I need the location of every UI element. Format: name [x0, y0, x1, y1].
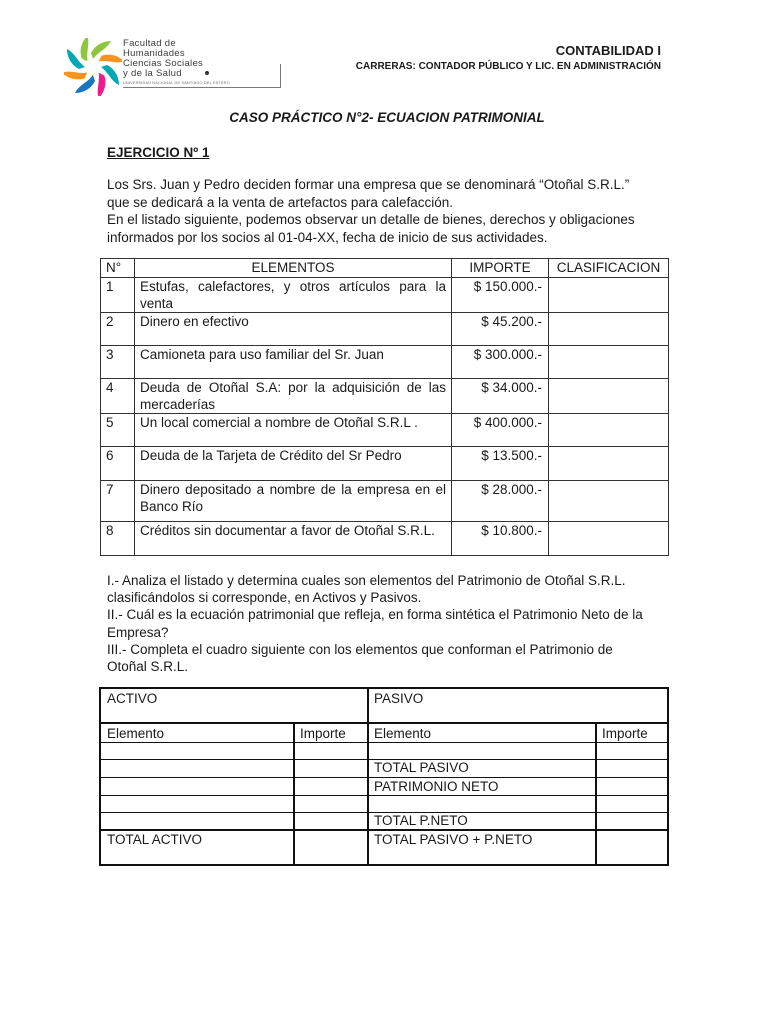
pasivo-heading: PASIVO: [374, 691, 424, 706]
intro-line: Los Srs. Juan y Pedro deciden formar una empresa que se denominará “Otoñal S.R.L.”: [107, 177, 630, 192]
table-row: [101, 481, 669, 522]
table-row: [101, 379, 669, 414]
row-amount: $ 400.000.-: [452, 414, 549, 447]
header-number: N°: [101, 259, 135, 278]
intro-line: En el listado siguiente, podemos observar un detalle de bienes, derechos y obligaciones: [107, 212, 635, 227]
row-element: Deuda de Otoñal S.A: por la adquisición de las mercaderías: [135, 379, 452, 414]
faculty-name: Facultad de Humanidades Ciencias Sociales y de la Salud: [123, 38, 204, 79]
activo-amount-header: Importe: [300, 726, 346, 741]
grid-line: [101, 829, 667, 831]
row-classification[interactable]: [549, 278, 669, 313]
table-row: [101, 278, 669, 313]
intro-line: informados por los socios al 01-04-XX, fecha de inicio de sus actividades.: [107, 229, 548, 245]
row-element: Créditos sin documentar a favor de Otoñal S.R.L.: [135, 522, 452, 556]
faculty-logo: [64, 38, 230, 96]
row-number: 6: [101, 447, 135, 481]
row-classification[interactable]: [549, 346, 669, 379]
total-pasivo-pneto-label: TOTAL PASIVO + P.NETO: [374, 832, 533, 847]
total-pneto-label: TOTAL P.NETO: [374, 813, 468, 828]
row-amount: $ 28.000.-: [452, 481, 549, 522]
row-amount: $ 13.500.-: [452, 447, 549, 481]
header-amount: IMPORTE: [452, 259, 549, 278]
patrimonio-neto-label: PATRIMONIO NETO: [374, 779, 499, 794]
question-line: Otoñal S.R.L.: [107, 659, 189, 675]
row-number: 2: [101, 313, 135, 346]
pasivo-amount-header: Importe: [602, 726, 648, 741]
table-row: [101, 313, 669, 346]
row-classification[interactable]: [549, 522, 669, 556]
activo-heading: ACTIVO: [107, 691, 158, 706]
grid-line: [293, 723, 295, 864]
row-classification[interactable]: [549, 313, 669, 346]
grid-line: [101, 722, 667, 724]
question-line: Empresa?: [107, 624, 169, 640]
exercise-heading: EJERCICIO Nº 1: [107, 145, 210, 160]
header-classification: CLASIFICACION: [549, 259, 669, 278]
row-amount: $ 45.200.-: [452, 313, 549, 346]
question-line: III.- Completa el cuadro siguiente con los elementos que conforman el Patrimonio de: [107, 641, 613, 657]
row-number: 1: [101, 278, 135, 313]
row-amount: $ 300.000.-: [452, 346, 549, 379]
logo-divider: [280, 64, 281, 88]
row-number: 4: [101, 379, 135, 414]
row-amount: $ 150.000.-: [452, 278, 549, 313]
row-element: Deuda de la Tarjeta de Crédito del Sr Pedro: [135, 447, 452, 481]
table-row: [101, 346, 669, 379]
row-amount: $ 34.000.-: [452, 379, 549, 414]
row-number: 7: [101, 481, 135, 522]
elements-table: [100, 258, 669, 556]
questions-paragraph: [107, 572, 661, 675]
grid-line: [101, 795, 667, 796]
activo-element-header: Elemento: [107, 726, 165, 741]
row-amount: $ 10.800.-: [452, 522, 549, 556]
balance-table: [99, 687, 669, 866]
row-element: Estufas, calefactores, y otros artículos para la venta: [135, 278, 452, 313]
row-classification[interactable]: [549, 379, 669, 414]
faculty-emblem-icon: [64, 38, 122, 96]
row-number: 8: [101, 522, 135, 556]
question-line: I.- Analiza el listado y determina cuales son elementos del Patrimonio de Otoñal S.R.L.: [107, 573, 626, 588]
row-classification[interactable]: [549, 481, 669, 522]
intro-paragraph: [107, 176, 661, 246]
header-elements: ELEMENTOS: [135, 259, 452, 278]
grid-line: [595, 723, 597, 864]
university-name: UNIVERSIDAD NACIONAL DE SANTIAGO DEL ESTERO: [123, 81, 230, 85]
document-title: CASO PRÁCTICO N°2- ECUACION PATRIMONIAL: [229, 110, 545, 125]
row-element: Dinero depositado a nombre de la empresa en el Banco Río: [135, 481, 452, 522]
grid-line: [101, 777, 667, 778]
grid-line: [101, 742, 667, 743]
row-element: Camioneta para uso familiar del Sr. Juan: [135, 346, 452, 379]
row-element: Un local comercial a nombre de Otoñal S.R.L .: [135, 414, 452, 447]
row-element: Dinero en efectivo: [135, 313, 452, 346]
intro-line: que se dedicará a la venta de artefactos para calefacción.: [107, 194, 453, 210]
question-line: II.- Cuál es la ecuación patrimonial que refleja, en forma sintética el Patrimonio Neto de la: [107, 607, 643, 623]
row-number: 3: [101, 346, 135, 379]
row-classification[interactable]: [549, 414, 669, 447]
total-activo-label: TOTAL ACTIVO: [107, 832, 203, 847]
table-row: [101, 522, 669, 556]
table-row: [101, 447, 669, 481]
total-pasivo-label: TOTAL PASIVO: [374, 760, 469, 775]
row-number: 5: [101, 414, 135, 447]
logo-underline: [123, 87, 281, 88]
question-line: clasificándolos si corresponde, en Activos y Pasivos.: [107, 590, 422, 606]
course-title: CONTABILIDAD I: [555, 43, 661, 58]
careers-subtitle: CARRERAS: CONTADOR PÚBLICO Y LIC. EN ADMINISTRACIÓN: [355, 61, 661, 72]
row-classification[interactable]: [549, 447, 669, 481]
pasivo-element-header: Elemento: [374, 726, 432, 741]
table-header-row: [101, 259, 669, 278]
table-row: [101, 414, 669, 447]
logo-dot: [205, 71, 209, 75]
